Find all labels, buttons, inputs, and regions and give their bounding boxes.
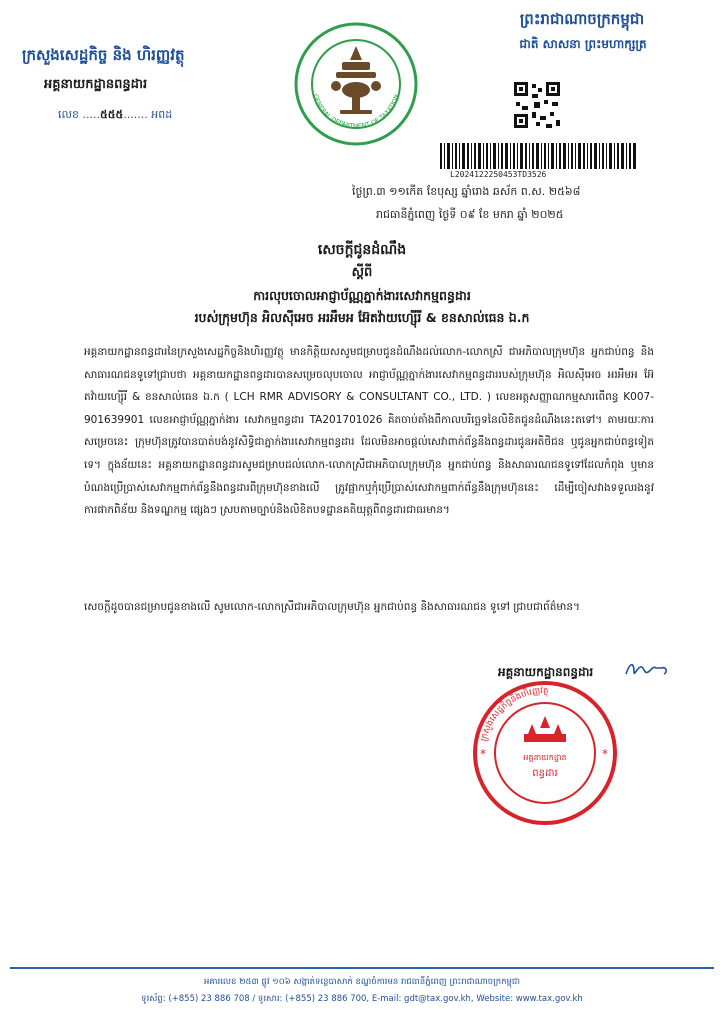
stamp-text-top: ក្រសួងសេដ្ឋកិច្ចនិងហិរញ្ញវត្ថុ [479, 685, 549, 743]
signature-icon [622, 656, 672, 682]
department-name: អគ្គនាយកដ្ឋានពន្ធដារ [44, 77, 148, 92]
logo-text: GENERAL DEPARTMENT OF TAXATION [311, 93, 401, 131]
gdt-logo-icon [292, 20, 420, 148]
barcode [440, 143, 636, 169]
footer-address: អគារលេខ ២៥៣ ផ្លូវ ១០៦ សង្កាត់ទន្លេបាសាក់ ខណ្ឌចំការមន រាជធានីភ្នំពេញ ព្រះរាជាណាចក្រកម្ពុជា [204, 977, 520, 987]
footer-divider [10, 967, 714, 969]
svg-text:*: * [602, 747, 608, 761]
notice-subject-label: ស្តីពី [351, 265, 373, 280]
barcode-number: L2024122250453TD3526 [450, 170, 547, 179]
body-paragraph-1: អគ្គនាយកដ្ឋានពន្ធដារនៃក្រសួងសេដ្ឋកិច្ចនិងហិរញ្ញវត្ថុ មានកិត្តិយសសូមជម្រាបជូនដំណឹងដល់លោក-លោកស្រី ជាអភិបាលក្រុមហ៊ុន អ្នកជាប់ពន្ធ និងសាធារណជនទូទៅជ្រាបថា អគ្គនាយកដ្ឋានពន្ធដារបានសម្រេចលុបចោល អាជ្ញាប័ណ្ណភ្នាក់ងារសេវាកម្មពន្ធដាររបស់ក្រុមហ៊ុន អិលស៊ីអេច អរអឹមអ អ៊ែតវ៉ាយហ្ស៊ើរី & ខនសាល់ធេន ឯ.ក ( LCH RMR ADVISORY & CONSULTANT CO., LTD. ) លេខអត្តសញ្ញាណកម្មសារពើពន្ធ K007-901639901 លេខអាជ្ញាប័ណ្ណភ្នាក់ងារ សេវាកម្មពន្ធដារ TA201701026 គិតចាប់តាំងពីកាលបរិច្ឆេទនៃលិខិតជូនដំណឹងនេះតទៅ។ តាមរយៈការសម្រេចនេះ ក្រុមហ៊ុនត្រូវបានបាត់បង់នូវសិទ្ធិជាភ្នាក់ងារសេវាកម្មពន្ធដារ ដែលមិនអាចផ្តល់សេវាពាក់ព័ន្ធនឹងពន្ធដារជូនអតិថិជន ឬជូនអ្នកជាប់ពន្ធទៀតទេ។ ក្នុងន័យនេះ អគ្គនាយកដ្ឋានពន្ធដារសូមជម្រាបដល់លោក-លោកស្រីជាអភិបាលក្រុមហ៊ុន អ្នកជាប់ពន្ធ និងសាធារណជនទូទៅដែលកំពុង ឬមានបំណងប្រើប្រាស់សេវាកម្មពាក់ព័ន្ធនឹងពន្ធដារពីក្រុមហ៊ុនខាងលើ ត្រូវផ្អាកឬកុំប្រើប្រាស់សេវាកម្មពាក់ព័ន្ធនឹងក្រុមហ៊ុននេះ ដើម្បីចៀសវាងទទួលរងនូវការផាកពិន័យ និងទណ្ឌកម្ម ផ្សេងៗ ស្របតាមច្បាប់និងលិខិតបទដ្ឋានគតិយុត្តពីពន្ធដារជាធរមាន។ [84, 346, 654, 517]
ref-number: ៥៥៥ [99, 108, 124, 121]
notice-subject-line1: ការលុបចោលអាជ្ញាប័ណ្ណភ្នាក់ងារសេវាកម្មពន្ធដារ [253, 288, 471, 303]
qr-code-icon [512, 80, 562, 130]
footer-contact: ទូរស័ព្ទ: (+855) 23 886 708 / ទូរសារ: (+855) 23 886 700, E-mail: gdt@tax.gov.kh, Website: www.tax.gov.kh [141, 994, 583, 1004]
official-stamp [470, 678, 620, 828]
kingdom-title: ព្រះរាជាណាចក្រកម្ពុជា [519, 10, 645, 28]
svg-text:*: * [480, 747, 486, 761]
solar-date: រាជធានីភ្នំពេញ ថ្ងៃទី ០៩ ខែ មករា ឆ្នាំ ២០២៥ [376, 208, 564, 221]
notice-subject-line2: របស់ក្រុមហ៊ុន អិលស៊ីអេច អរអឹមអ អ៊ែតវ៉ាយហ្ស៊ើរី & ខនសាល់ធេន ឯ.ក [194, 310, 530, 325]
reference-number: លេខ .....៥៥៥....... អពដ [58, 108, 173, 121]
body-paragraph-2: សេចក្តីដូចបានជម្រាបជូនខាងលើ សូមលោក-លោកស្រីជាអភិបាលក្រុមហ៊ុន អ្នកជាប់ពន្ធ និងសាធារណជន ទូទៅ ជ្រាបជាព័ត៌មាន។ [84, 601, 580, 613]
signer-title: អគ្គនាយកដ្ឋានពន្ធដារ [498, 665, 594, 679]
gdt-logo [292, 20, 420, 148]
handwritten-signature [622, 656, 672, 682]
stamp-icon [470, 678, 620, 828]
lunar-date: ថ្ងៃព្រ.៣ ១១កើត ខែបុស្ស ឆ្នាំរោង ឆស័ក ព.ស. ២៥៦៨ [352, 185, 581, 198]
ref-suffix: អពដ [151, 108, 173, 121]
barcode-icon [440, 143, 636, 169]
qr-code [512, 80, 562, 130]
stamp-text-bottom: ពន្ធដារ [532, 768, 558, 779]
ref-prefix: លេខ [58, 108, 79, 121]
stamp-text-mid: អគ្គនាយកដ្ឋាន [523, 753, 567, 762]
notice-title: សេចក្តីជូនដំណឹង [317, 242, 407, 258]
ministry-name: ក្រសួងសេដ្ឋកិច្ច និង ហិរញ្ញវត្ថុ [22, 46, 185, 64]
national-motto: ជាតិ សាសនា ព្រះមហាក្សត្រ [519, 37, 647, 51]
